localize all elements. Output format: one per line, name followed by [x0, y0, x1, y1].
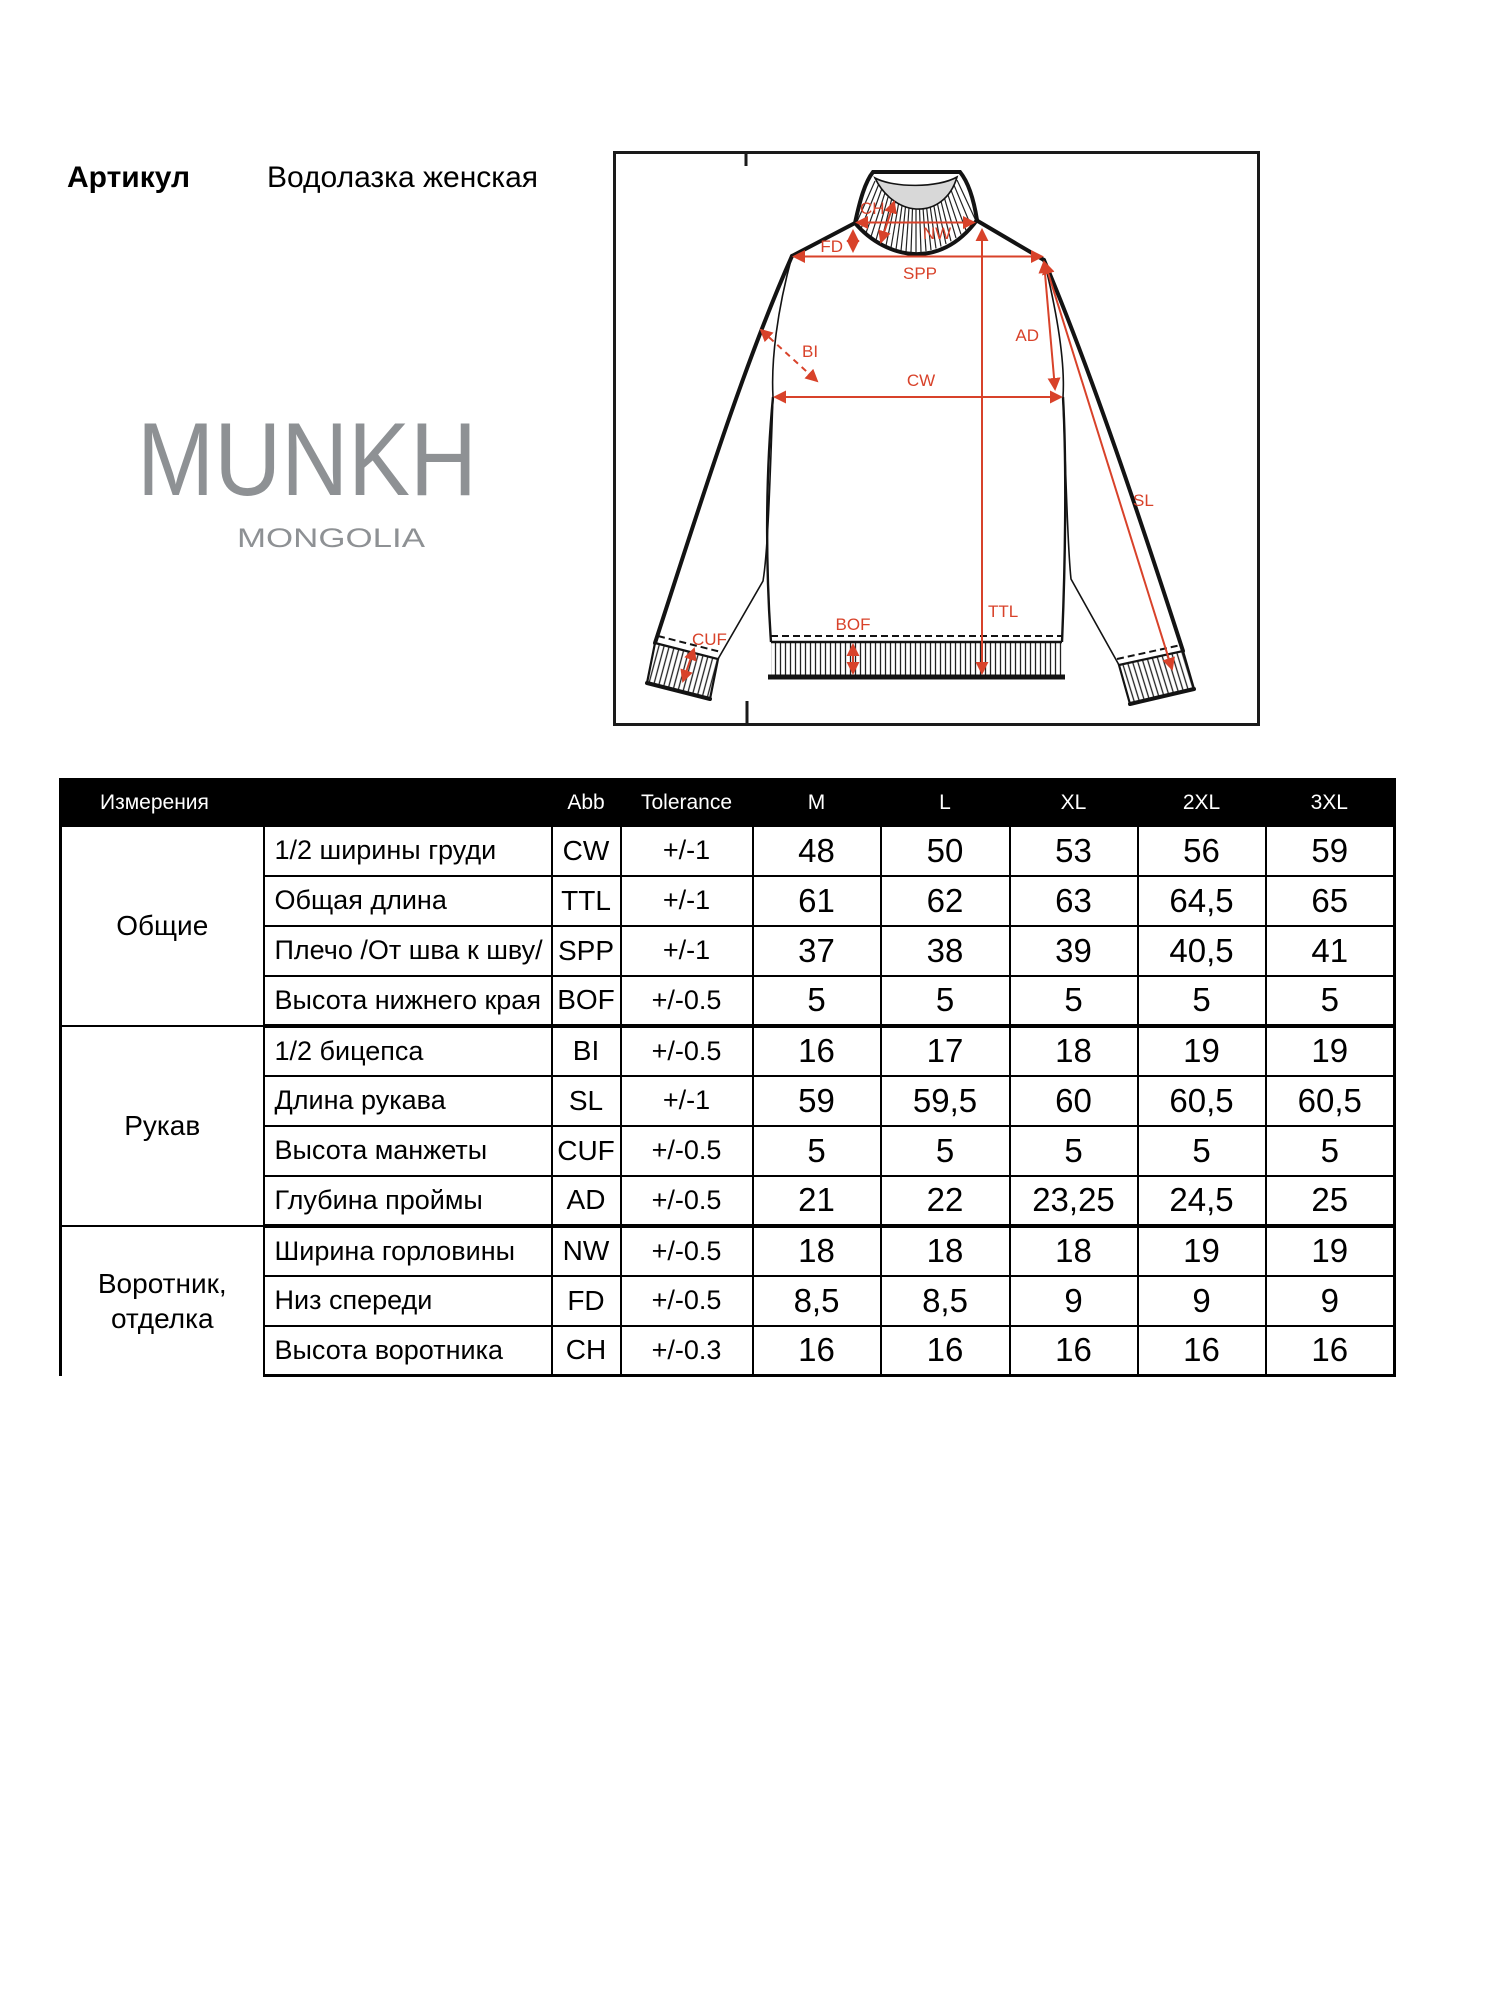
size-value: 24,5 — [1138, 1176, 1266, 1226]
size-value: 56 — [1138, 826, 1266, 876]
row-tolerance: +/-1 — [621, 826, 753, 876]
table-row — [61, 1026, 1395, 1076]
article-label: Артикул — [67, 161, 191, 194]
header-abb: Abb — [552, 780, 621, 826]
group-label: Общие — [61, 826, 264, 1026]
size-value: 63 — [1010, 876, 1138, 926]
size-value: 21 — [753, 1176, 881, 1226]
size-value: 5 — [881, 1126, 1010, 1176]
size-value: 60 — [1010, 1076, 1138, 1126]
header-size-m: M — [753, 780, 881, 826]
size-value: 5 — [1266, 1126, 1395, 1176]
header-size-3xl: 3XL — [1266, 780, 1395, 826]
row-label: Высота воротника — [264, 1326, 552, 1376]
header-size-xl: XL — [1010, 780, 1138, 826]
row-tolerance: +/-0.3 — [621, 1326, 753, 1376]
size-value: 48 — [753, 826, 881, 876]
row-label: 1/2 ширины груди — [264, 826, 552, 876]
size-value: 16 — [753, 1026, 881, 1076]
size-value: 5 — [1138, 976, 1266, 1026]
diagram-label-cw: CW — [906, 371, 936, 390]
row-label: 1/2 бицепса — [264, 1026, 552, 1076]
size-value: 16 — [1266, 1326, 1395, 1376]
row-tolerance: +/-0.5 — [621, 1276, 753, 1326]
size-value: 9 — [1138, 1276, 1266, 1326]
size-value: 60,5 — [1266, 1076, 1395, 1126]
size-value: 25 — [1266, 1176, 1395, 1226]
brand-logo-text: MUNKH — [137, 402, 477, 518]
hem-rib — [771, 642, 1062, 677]
row-abb: FD — [552, 1276, 621, 1326]
row-label: Высота нижнего края — [264, 976, 552, 1026]
size-value: 18 — [1010, 1026, 1138, 1076]
row-abb: BOF — [552, 976, 621, 1026]
article-value: Водолазка женская — [267, 161, 539, 194]
size-table — [59, 778, 1396, 1377]
row-abb: CH — [552, 1326, 621, 1376]
size-value: 59,5 — [881, 1076, 1010, 1126]
row-abb: AD — [552, 1176, 621, 1226]
diagram-label-nw: NW — [922, 224, 952, 243]
size-value: 50 — [881, 826, 1010, 876]
row-label: Общая длина — [264, 876, 552, 926]
size-table-body — [61, 826, 1395, 1376]
size-value: 40,5 — [1138, 926, 1266, 976]
row-tolerance: +/-0.5 — [621, 1026, 753, 1076]
diagram-label-cuf: CUF — [692, 630, 727, 649]
size-value: 39 — [1010, 926, 1138, 976]
size-value: 5 — [1138, 1126, 1266, 1176]
size-value: 5 — [881, 976, 1010, 1026]
size-value: 18 — [1010, 1226, 1138, 1276]
size-value: 17 — [881, 1026, 1010, 1076]
size-value: 60,5 — [1138, 1076, 1266, 1126]
diagram-label-ad: AD — [1015, 326, 1039, 345]
row-tolerance: +/-1 — [621, 1076, 753, 1126]
group-label: Воротник, отделка — [61, 1226, 264, 1376]
size-value: 5 — [1266, 976, 1395, 1026]
size-value: 22 — [881, 1176, 1010, 1226]
diagram-label-fd: FD — [820, 237, 843, 256]
diagram-label-ttl: TTL — [988, 602, 1019, 621]
diagram-label-bof: BOF — [835, 615, 871, 634]
size-value: 5 — [753, 1126, 881, 1176]
row-tolerance: +/-0.5 — [621, 1226, 753, 1276]
size-value: 5 — [1010, 976, 1138, 1026]
size-value: 19 — [1266, 1226, 1395, 1276]
size-value: 8,5 — [881, 1276, 1010, 1326]
group-label: Рукав — [61, 1026, 264, 1226]
row-abb: NW — [552, 1226, 621, 1276]
row-abb: BI — [552, 1026, 621, 1076]
table-row — [61, 1226, 1395, 1276]
row-tolerance: +/-1 — [621, 876, 753, 926]
brand-logo-subtext: MONGOLIA — [237, 523, 425, 553]
size-value: 37 — [753, 926, 881, 976]
size-value: 9 — [1010, 1276, 1138, 1326]
size-value: 59 — [1266, 826, 1395, 876]
row-tolerance: +/-1 — [621, 926, 753, 976]
row-label: Длина рукава — [264, 1076, 552, 1126]
size-value: 64,5 — [1138, 876, 1266, 926]
size-value: 5 — [753, 976, 881, 1026]
diagram-label-bi: BI — [802, 342, 819, 361]
size-value: 9 — [1266, 1276, 1395, 1326]
garment-diagram — [613, 151, 1260, 726]
header-size-l: L — [881, 780, 1010, 826]
header-measurements: Измерения — [61, 780, 552, 826]
row-label: Глубина проймы — [264, 1176, 552, 1226]
size-value: 62 — [881, 876, 1010, 926]
size-value: 18 — [881, 1226, 1010, 1276]
row-abb: SL — [552, 1076, 621, 1126]
header-tolerance: Tolerance — [621, 780, 753, 826]
diagram-label-sl: SL — [1133, 491, 1154, 510]
size-value: 19 — [1138, 1226, 1266, 1276]
diagram-label-spp: SPP — [902, 264, 938, 283]
row-label: Плечо /От шва к шву/ — [264, 926, 552, 976]
row-tolerance: +/-0.5 — [621, 1176, 753, 1226]
row-label: Низ спереди — [264, 1276, 552, 1326]
diagram-label-ch: CH — [860, 199, 885, 218]
size-value: 59 — [753, 1076, 881, 1126]
size-value: 19 — [1266, 1026, 1395, 1076]
size-value: 61 — [753, 876, 881, 926]
header-row — [61, 780, 1395, 826]
size-value: 16 — [881, 1326, 1010, 1376]
row-abb: TTL — [552, 876, 621, 926]
row-abb: SPP — [552, 926, 621, 976]
size-value: 16 — [753, 1326, 881, 1376]
row-abb: CW — [552, 826, 621, 876]
header-size-2xl: 2XL — [1138, 780, 1266, 826]
size-value: 5 — [1010, 1126, 1138, 1176]
sweater-body — [767, 220, 1065, 642]
row-label: Ширина горловины — [264, 1226, 552, 1276]
size-table-header — [61, 780, 1395, 826]
size-value: 41 — [1266, 926, 1395, 976]
size-value: 38 — [881, 926, 1010, 976]
size-value: 53 — [1010, 826, 1138, 876]
size-value: 65 — [1266, 876, 1395, 926]
size-value: 18 — [753, 1226, 881, 1276]
row-label: Высота манжеты — [264, 1126, 552, 1176]
row-tolerance: +/-0.5 — [621, 976, 753, 1026]
size-value: 8,5 — [753, 1276, 881, 1326]
size-value: 19 — [1138, 1026, 1266, 1076]
row-abb: CUF — [552, 1126, 621, 1176]
size-value: 23,25 — [1010, 1176, 1138, 1226]
brand-logo — [130, 400, 490, 570]
row-tolerance: +/-0.5 — [621, 1126, 753, 1176]
size-value: 16 — [1010, 1326, 1138, 1376]
table-row — [61, 826, 1395, 876]
size-value: 16 — [1138, 1326, 1266, 1376]
